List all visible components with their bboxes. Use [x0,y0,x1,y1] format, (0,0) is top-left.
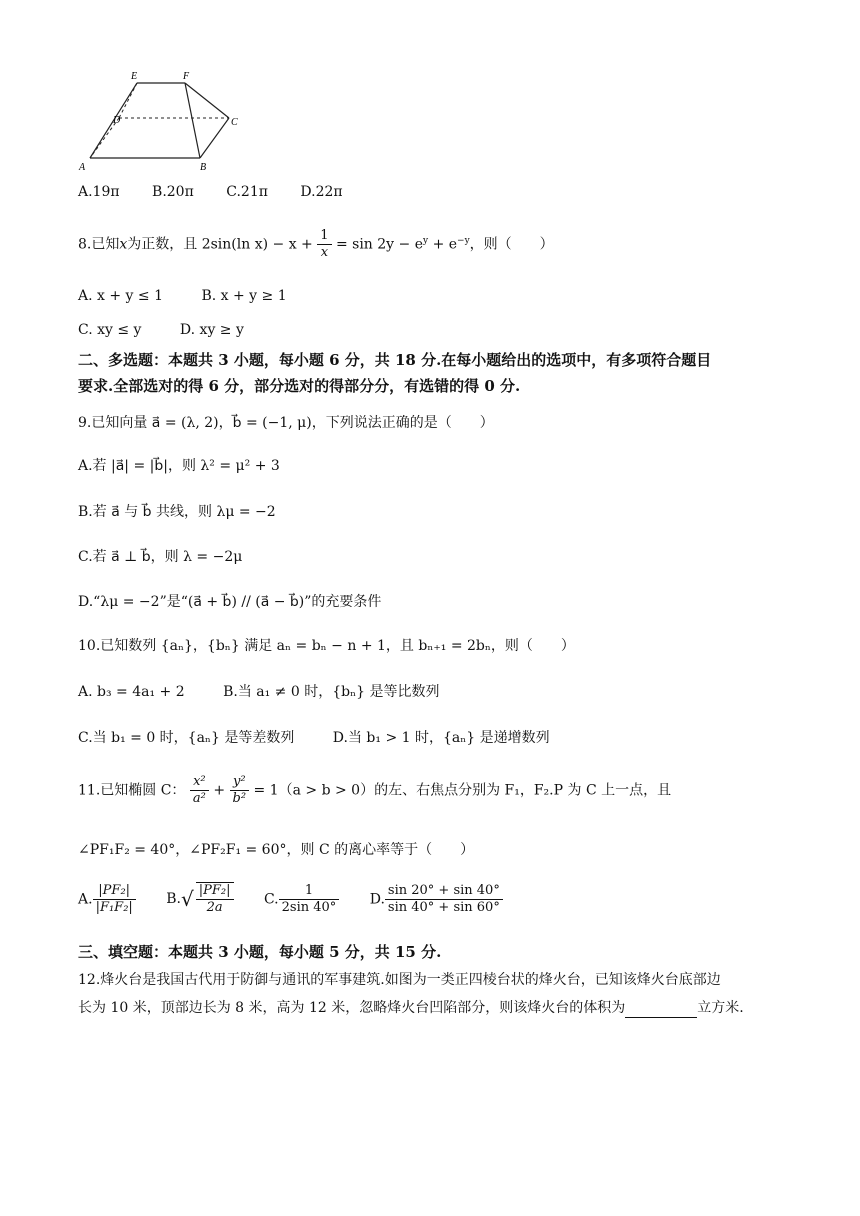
q9-option-c[interactable]: C.若 a⃗ ⊥ b⃗，则 λ = −2μ [78,549,243,565]
q10-option-d[interactable]: D.当 b₁ > 1 时，{aₙ} 是递增数列 [332,730,550,746]
q8-stem [78,228,554,261]
label-B: B [200,162,207,173]
label-C: C [231,117,238,128]
q8-prefix: 8.已知 [78,236,120,253]
q10-options-row2 [78,728,578,748]
q10-stem: 10.已知数列 {aₙ}，{bₙ} 满足 aₙ = bₙ − n + 1，且 bₙ₊₁ = 2bₙ，则（ ） [78,638,575,654]
q8-eq-plus: + e [432,236,458,253]
q11-frac-x-num: x² [190,774,209,791]
q11-options [78,882,531,916]
q7-option-b[interactable]: B.20π [152,184,194,200]
q10-option-c[interactable]: C.当 b₁ = 0 时，{aₙ} 是等差数列 [78,730,295,746]
q8-var-x: x [119,236,128,253]
q12-line2-unit: 立方米. [697,1000,744,1016]
q12-answer-blank[interactable] [625,1003,697,1018]
label-D: D [113,115,121,126]
q11-rest: = 1（a > b > 0）的左、右焦点分别为 F₁，F₂.P 为 C 上一点，且 [253,782,672,799]
q11-option-b-den: 2a [206,900,223,915]
q11-frac-x [190,774,209,807]
q11-frac-y-num: y² [230,774,250,791]
q11-frac-y [230,774,250,807]
label-A: A [79,162,86,173]
q11-option-b-prefix: B. [166,891,181,907]
label-E: E [131,71,138,82]
q11-option-d-num: sin 20° + sin 40° [385,883,503,900]
q8-options-row2 [78,320,272,340]
section3-heading: 三、填空题：本题共 3 小题，每小题 5 分，共 15 分. [78,943,442,961]
q11-stem [78,774,671,807]
q10-option-b[interactable]: B.当 a₁ ≠ 0 时，{bₙ} 是等比数列 [223,684,440,700]
q8-eq-right: = sin 2y − e [335,236,424,253]
q8-fraction [317,228,331,261]
q9-option-b[interactable]: B.若 a⃗ 与 b⃗ 共线，则 λμ = −2 [78,504,276,520]
q11-option-b-num: |PF₂| [196,883,234,900]
q8-frac-den: x [320,245,329,260]
q8-mid: 为正数，且 [127,236,198,253]
q9-stem: 9.已知向量 a⃗ = (λ, 2)，b⃗ = (−1, μ)，下列说法正确的是（ ） [78,415,494,431]
q12-line2 [78,998,744,1018]
q7-option-c[interactable]: C.21π [226,184,268,200]
q11-stem-line2: ∠PF₁F₂ = 40°，∠PF₂F₁ = 60°，则 C 的离心率等于（ ） [78,842,475,858]
q11-option-d-prefix: D. [369,891,385,907]
q8-eq-left: 2sin(ln x) − x + [201,236,313,253]
q8-option-d[interactable]: D. xy ≥ y [179,322,244,338]
section2-heading-line1: 二、多选题：本题共 3 小题，每小题 6 分，共 18 分.在每小题给出的选项中，有多项符合题目 [78,351,712,369]
q11-option-a[interactable] [78,883,136,916]
q10-option-a[interactable]: A. b₃ = 4a₁ + 2 [78,684,185,700]
q7-options [78,182,371,202]
q8-options-row1 [78,286,315,306]
q8-option-c[interactable]: C. xy ≤ y [78,322,142,338]
q8-end: ，则（ ） [469,236,554,253]
q7-option-a[interactable]: A.19π [78,184,120,200]
q11-option-c-num: 1 [279,883,340,900]
q11-option-b[interactable]: B.√ $\frac{\text{|PF₂|}}{2a}$ [166,882,233,916]
section2-heading-line2: 要求.全部选对的得 6 分，部分选对的得部分分，有选错的得 0 分. [78,377,521,395]
label-F: F [183,71,190,82]
q11-option-d[interactable] [370,883,503,916]
q12-line1: 12.烽火台是我国古代用于防御与通讯的军事建筑.如图为一类正四棱台状的烽火台，已知该烽火台底部边 [78,972,721,988]
q11-option-c-prefix: C. [263,891,279,907]
q8-frac-num: 1 [317,228,331,245]
q9-option-d[interactable]: D.“λμ = −2”是“(a⃗ + b⃗) // (a⃗ − b⃗)”的充要条件 [78,594,382,610]
frustum-figure [72,70,252,180]
q12-line2-text: 长为 10 米，顶部边长为 8 米，高为 12 米，忽略烽火台凹陷部分，则该烽火台的体积为 [78,1000,626,1016]
q11-frac-x-den: a² [192,791,206,806]
q11-option-a-num: |PF₂| [93,883,136,900]
q11-prefix: 11.已知椭圆 C： [78,782,186,799]
q11-option-d-den: sin 40° + sin 60° [387,899,500,915]
q10-options-row1 [78,682,468,702]
q11-plus: + [213,782,226,799]
q8-option-b[interactable]: B. x + y ≥ 1 [201,288,287,304]
q11-frac-y-den: b² [232,791,247,806]
q8-exp-negy: −y [457,235,470,246]
q8-exp-y: y [423,235,429,246]
q11-option-a-prefix: A. [78,891,93,907]
q11-option-c[interactable] [264,883,339,916]
q8-option-a[interactable]: A. x + y ≤ 1 [78,288,163,304]
q11-option-a-den: |F₁F₂| [95,899,133,915]
q9-option-a[interactable]: A.若 |a⃗| = |b⃗|，则 λ² = μ² + 3 [78,458,280,474]
q11-option-c-den: 2sin 40° [281,899,337,915]
q7-option-d[interactable]: D.22π [300,184,343,200]
